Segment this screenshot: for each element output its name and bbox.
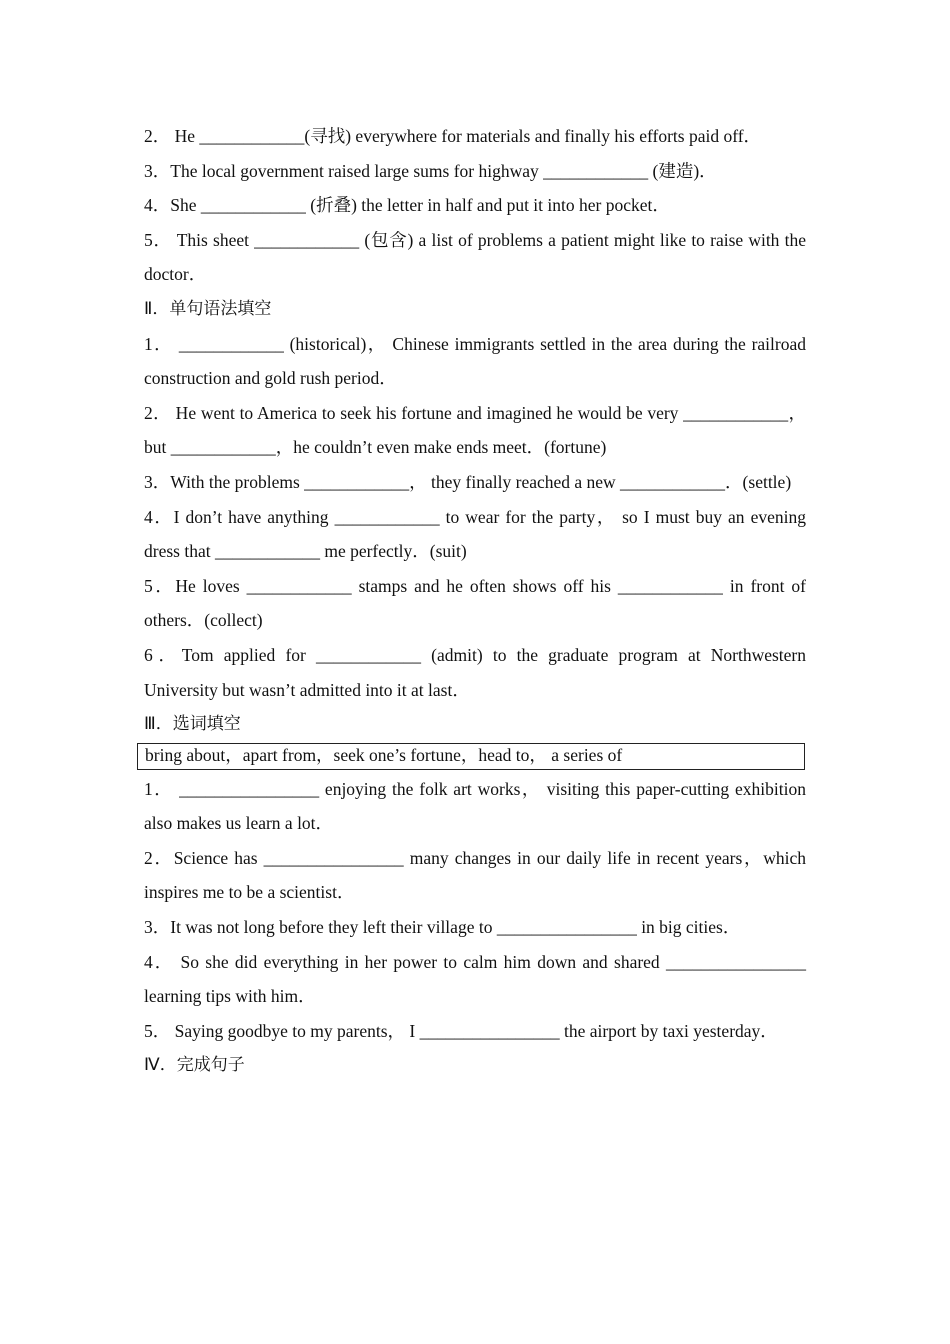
exercise-item: 5． Saying goodbye to my parents， I ________________ the airport by taxi yesterday． (144, 1020, 778, 1041)
worksheet-page (144, 119, 806, 1083)
section-heading: Ⅳ．完成句子 (144, 1055, 245, 1076)
exercise-item: 3．It was not long before they left their village to ________________ in big cities． (144, 917, 741, 938)
exercise-item: 5． This sheet ____________ (包含) a list of problems a patient might like to raise with the doctor． (144, 229, 806, 285)
exercise-item: 1． ________________ enjoying the folk art works， visiting this paper-cutting exhibition also makes us learn a lot． (144, 778, 806, 834)
word-bank-text: bring about，apart from，seek one’s fortune，head to， a series of (145, 744, 623, 765)
exercise-item: 4． So she did everything in her power to calm him down and shared ________________ learning tips with him． (144, 951, 806, 1007)
exercise-item: 2． He went to America to seek his fortune and imagined he would be very ____________，but ____________，he couldn’t even make ends meet．(fortune) (144, 402, 806, 458)
section-heading: Ⅱ．单句语法填空 (144, 298, 272, 319)
exercise-item: 3．With the problems ____________， they finally reached a new ____________．(settle) (144, 471, 792, 492)
exercise-item: 4．I don’t have anything ____________ to wear for the party， so I must buy an evening dress that ____________ me perfectly．(suit) (144, 506, 806, 562)
section-heading: Ⅲ．选词填空 (144, 714, 241, 735)
exercise-item: 2． He ____________(寻找) everywhere for materials and finally his efforts paid off． (144, 126, 762, 146)
exercise-item: 1． ____________ (historical)， Chinese immigrants settled in the area during the railroad construction and gold rush period． (144, 333, 806, 389)
exercise-item: 6．Tom applied for ____________ (admit) to the graduate program at Northwestern University but wasn’t admitted into it at last． (144, 644, 806, 700)
exercise-item: 5．He loves ____________ stamps and he often shows off his ____________ in front of others．(collect) (144, 575, 806, 631)
word-bank-box (137, 743, 805, 770)
exercise-item: 4．She ____________ (折叠) the letter in half and put it into her pocket． (144, 195, 670, 216)
exercise-item: 2．Science has ________________ many changes in our daily life in recent years，which inspires me to be a scientist． (144, 847, 806, 903)
exercise-item: 3．The local government raised large sums for highway ____________ (建造)． (144, 160, 717, 181)
